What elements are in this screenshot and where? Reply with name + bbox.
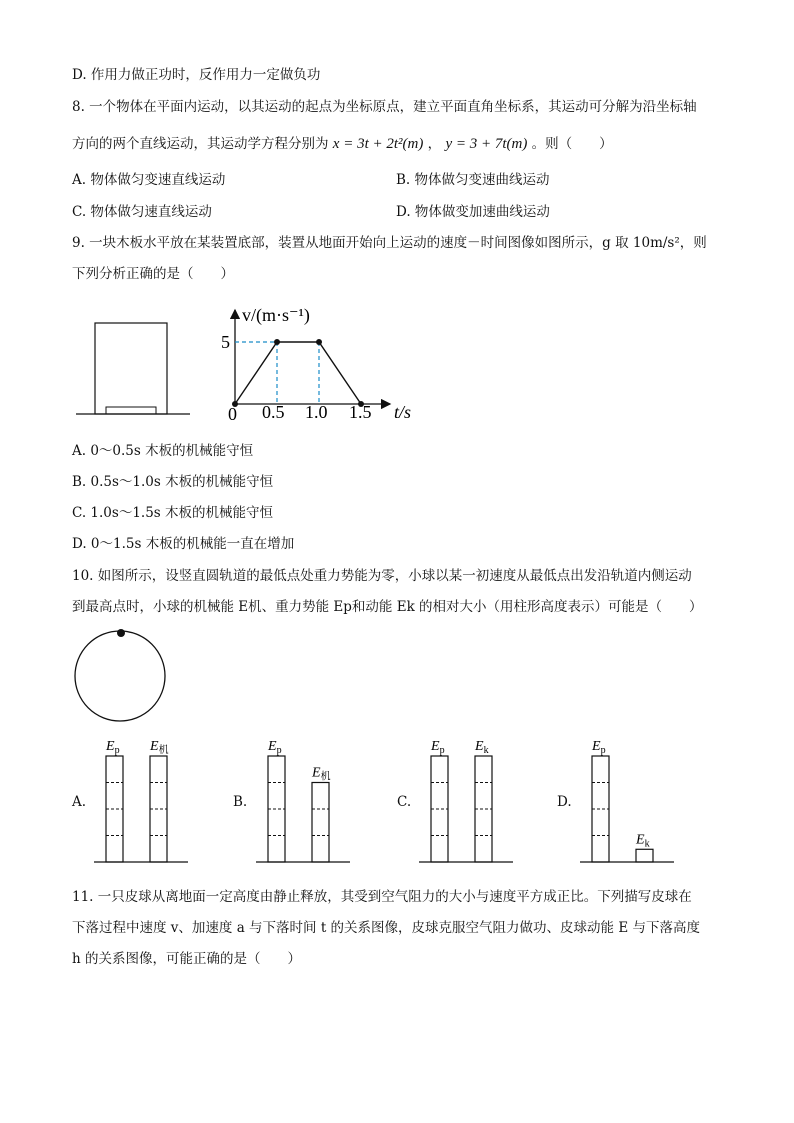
circular-track [75,631,165,721]
q8-stem-line1: 8. 一个物体在平面内运动，以其运动的起点为坐标原点，建立平面直角坐标系，其运动可分解为沿坐标轴 [72,99,697,115]
q10-option-a-chart [92,728,196,868]
q9-option-a: A. 0～0.5s 木板的机械能守恒 [72,443,254,459]
t-tick-05: 0.5 [262,402,285,422]
bar-label-1: $E_p$ [431,739,445,756]
q10-stem-line2: 到最高点时，小球的机械能 E机、重力势能 Ep和动能 Ek 的相对大小（用柱形高度表示）可能是（ ） [72,599,703,615]
q8-option-b: B. 物体做匀变速曲线运动 [396,172,550,188]
q10-option-a-letter: A. [72,794,87,810]
q7-option-d: D. 作用力做正功时，反作用力一定做负功 [72,67,321,83]
q9-option-c: C. 1.0s～1.5s 木板的机械能守恒 [72,505,274,521]
q10-option-b-letter: B. [233,794,248,810]
q10-option-c-letter: C. [397,794,412,810]
q10-stem-line1: 10. 如图所示，设竖直圆轨道的最低点处重力势能为零，小球以某一初速度从最低点出发沿轨道内侧运动 [72,568,692,584]
wooden-board [106,407,156,414]
bar-label-1: $E_p$ [268,739,282,756]
q8-option-a: A. 物体做匀变速直线运动 [72,172,226,188]
q10-option-c-chart [417,728,521,868]
q8-line2-pre: 方向的两个直线运动，其运动学方程分别为 [72,136,329,152]
energy-bar-2 [636,849,653,862]
q10-option-d-chart [578,728,682,868]
bar-label-2: $E_k$ [475,739,489,756]
q10-option-d-letter: D. [557,794,572,810]
bar-label-1: $E_p$ [592,739,606,756]
q9-option-b: B. 0.5s～1.0s 木板的机械能守恒 [72,474,274,490]
v-axis-label: v/(m·s⁻¹) [242,305,310,325]
point-05 [274,339,280,345]
q11-stem-line2: 下落过程中速度 v、加速度 a 与下落时间 t 的关系图像，皮球克服空气阻力做功、皮球动能 E 与下落高度 [72,920,700,936]
q10-circle-track [72,626,172,726]
energy-bar-2 [312,783,329,863]
bar-label-2: $E_k$ [636,832,650,850]
q9-stem-line1: 9. 一块木板水平放在某装置底部，装置从地面开始向上运动的速度－时间图像如图所示，g 取 10m/s²，则 [72,235,707,251]
q9-vt-graph [212,298,422,428]
velocity-line [235,342,361,404]
t-tick-15: 1.5 [349,402,372,422]
q8-equation-x: x = 3t + 2t²(m) [332,136,424,152]
q8-separator: ， [427,136,442,152]
point-10 [316,339,322,345]
q11-stem-line1: 11. 一只皮球从离地面一定高度由静止释放，其受到空气阻力的大小与速度平方成正比。下列描写皮球在 [72,889,692,905]
ball [117,629,125,637]
q8-option-c: C. 物体做匀速直线运动 [72,204,212,220]
origin-label: 0 [228,404,237,424]
device-box [95,323,167,414]
q9-option-d: D. 0～1.5s 木板的机械能一直在增加 [72,536,295,552]
t-axis-label: t/s [394,402,412,422]
q10-option-b-chart [254,728,358,868]
q9-device-figure [72,312,196,420]
q8-option-d: D. 物体做变加速曲线运动 [396,204,550,220]
q11-stem-line3: h 的关系图像，可能正确的是（ ） [72,951,301,967]
q8-line2-post: 。则（ ） [531,136,613,152]
q8-equation-y: y = 3 + 7t(m) [445,136,528,152]
t-tick-10: 1.0 [305,402,328,422]
v-value-5: 5 [221,332,230,352]
q9-stem-line2: 下列分析正确的是（ ） [72,266,234,282]
bar-label-2: $E_机$ [150,739,169,756]
q8-stem-line2 [72,135,613,153]
bar-label-1: $E_p$ [106,739,120,756]
bar-label-2: $E_机$ [312,765,331,783]
